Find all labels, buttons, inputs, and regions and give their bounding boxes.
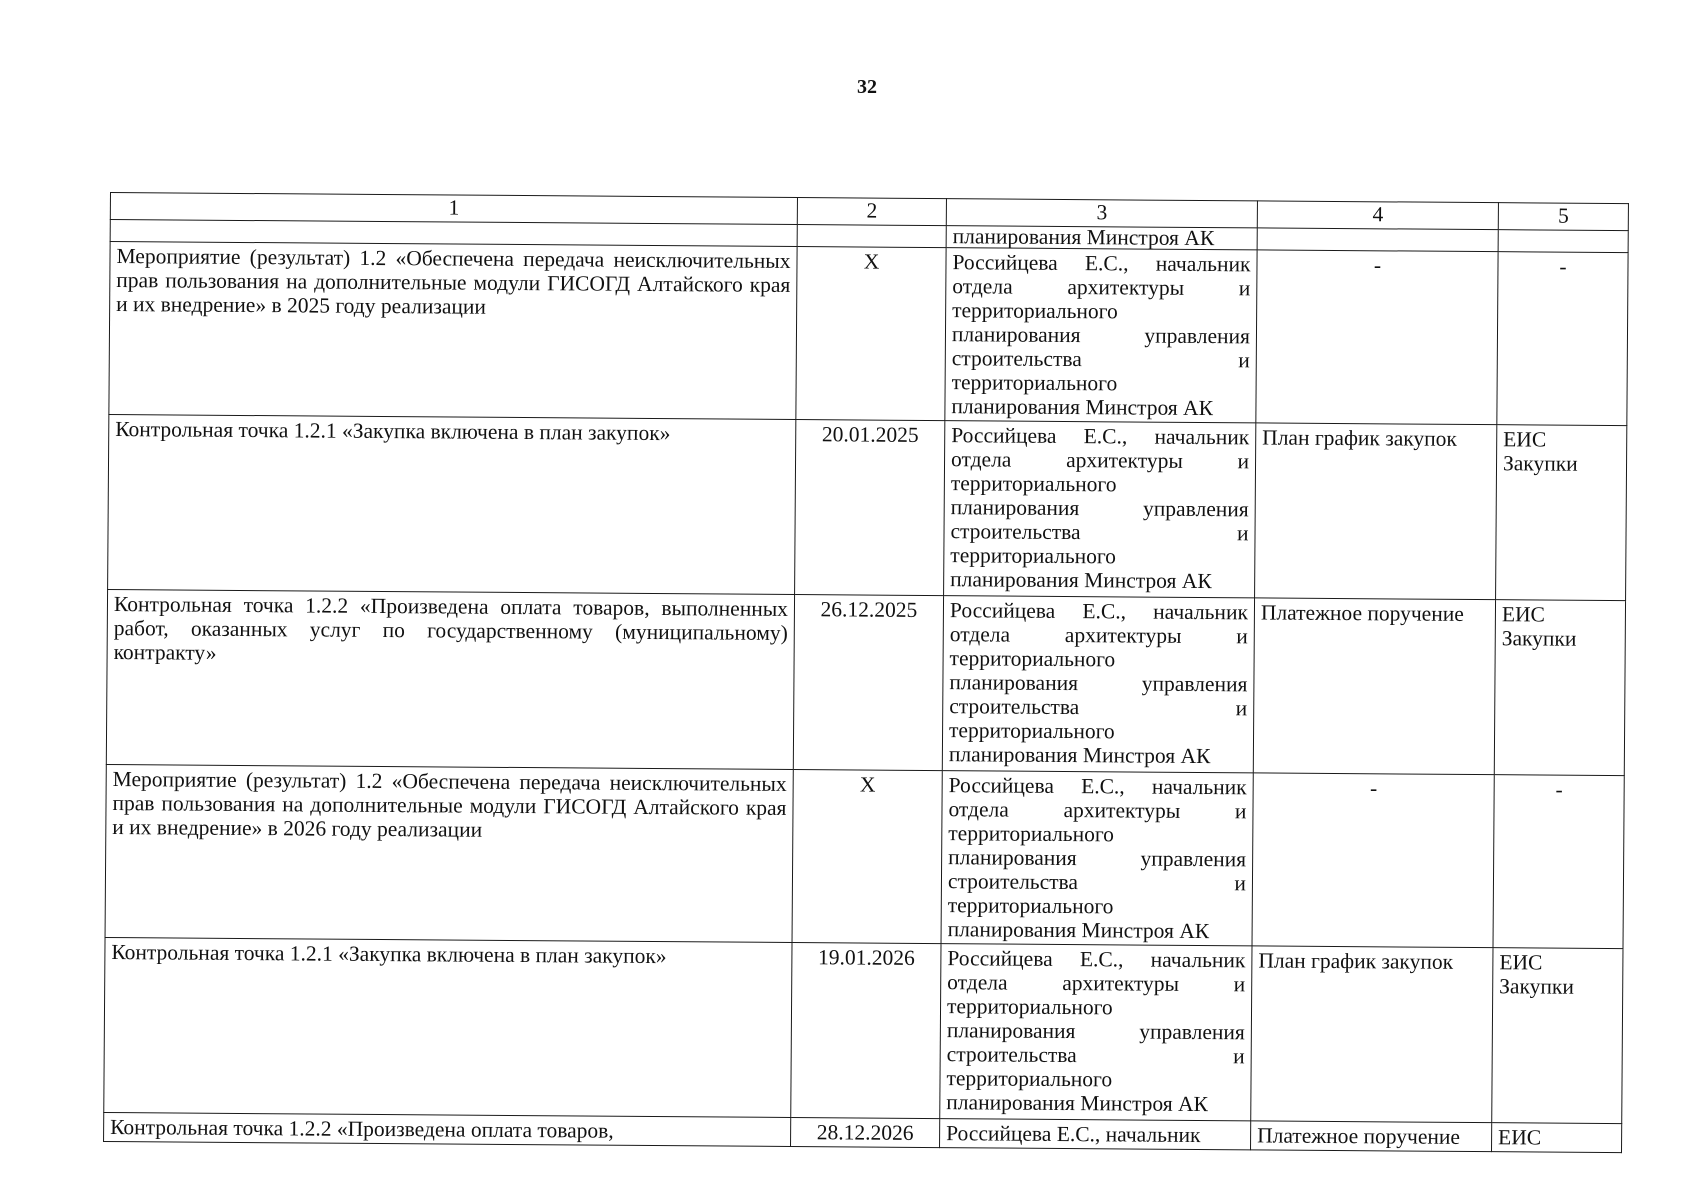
table-row bbox=[104, 937, 1623, 1123]
plan-table bbox=[103, 192, 1629, 1153]
cell-document: - bbox=[1256, 250, 1498, 425]
cell-event: Контрольная точка 1.2.1 «Закупка включена в план закупок» bbox=[108, 414, 796, 594]
cell-information-system: ЕИС Закупки bbox=[1492, 948, 1623, 1124]
cell-deadline: X bbox=[796, 247, 946, 421]
column-number-3: 3 bbox=[946, 199, 1257, 228]
page-number: 32 bbox=[857, 76, 877, 98]
cell-information-system: - bbox=[1493, 775, 1624, 949]
cell-responsible: Российцева Е.С., начальник bbox=[940, 1119, 1251, 1150]
cell-deadline bbox=[797, 225, 946, 248]
cell-information-system: ЕИС Закупки bbox=[1494, 600, 1625, 776]
cell-deadline: 28.12.2026 bbox=[791, 1118, 940, 1148]
cell-event: Мероприятие (результат) 1.2 «Обеспечена передача неисключительных прав пользования на дополнительные модули ГИСОГД Алтайского края и их внедрение» в 2026 году реализации bbox=[105, 764, 793, 942]
cell-document: План график закупок bbox=[1251, 946, 1493, 1123]
cell-deadline: 26.12.2025 bbox=[793, 595, 943, 771]
table-row bbox=[109, 242, 1628, 426]
table-row bbox=[106, 589, 1625, 775]
cell-event: Контрольная точка 1.2.2 «Произведена оплата товаров, bbox=[104, 1112, 791, 1146]
column-number-2: 2 bbox=[797, 198, 946, 226]
cell-deadline: X bbox=[792, 770, 942, 944]
cell-document: Платежное поручение bbox=[1253, 598, 1495, 775]
cell-deadline: 20.01.2025 bbox=[795, 420, 945, 596]
cell-information-system: ЕИС Закупки bbox=[1496, 425, 1627, 601]
cell-event: Контрольная точка 1.2.1 «Закупка включена в план закупок» bbox=[104, 937, 792, 1117]
cell-responsible: Российцева Е.С., начальник отдела архитектуры и территориального планирования управления строительства и территориального планирования Минстроя АК bbox=[945, 248, 1257, 423]
cell-responsible: Российцева Е.С., начальник отдела архитектуры и территориального планирования управления строительства и территориального планирования Минстроя АК bbox=[941, 771, 1253, 946]
cell-information-system bbox=[1498, 230, 1628, 253]
cell-document: Платежное поручение bbox=[1251, 1121, 1492, 1152]
cell-document bbox=[1257, 228, 1498, 252]
cell-responsible: Российцева Е.С., начальник отдела архитектуры и территориального планирования управления строительства и территориального планирования Минстроя АК bbox=[944, 421, 1256, 598]
table-row bbox=[105, 764, 1624, 948]
cell-event: Мероприятие (результат) 1.2 «Обеспечена передача неисключительных прав пользования на дополнительные модули ГИСОГД Алтайского края и их внедрение» в 2025 году реализации bbox=[109, 242, 797, 420]
cell-information-system: - bbox=[1497, 252, 1628, 426]
table-row bbox=[108, 414, 1627, 600]
column-number-1: 1 bbox=[110, 193, 797, 225]
cell-responsible: Российцева Е.С., начальник отдела архитектуры и территориального планирования управления строительства и территориального планирования Минстроя АК bbox=[940, 944, 1252, 1121]
cell-responsible: Российцева Е.С., начальник отдела архитектуры и территориального планирования управления строительства и территориального планирования Минстроя АК bbox=[942, 596, 1254, 773]
column-number-4: 4 bbox=[1257, 201, 1498, 230]
cell-document: План график закупок bbox=[1255, 423, 1497, 600]
cell-deadline: 19.01.2026 bbox=[791, 943, 941, 1119]
cell-information-system: ЕИС bbox=[1492, 1123, 1622, 1153]
column-number-5: 5 bbox=[1498, 203, 1628, 231]
cell-responsible: планирования Минстроя АК bbox=[946, 226, 1257, 250]
cell-document: - bbox=[1252, 773, 1494, 948]
cell-event: Контрольная точка 1.2.2 «Произведена оплата товаров, выполненных работ, оказанных услуг по государственному (муниципальному) контракту» bbox=[106, 589, 794, 769]
